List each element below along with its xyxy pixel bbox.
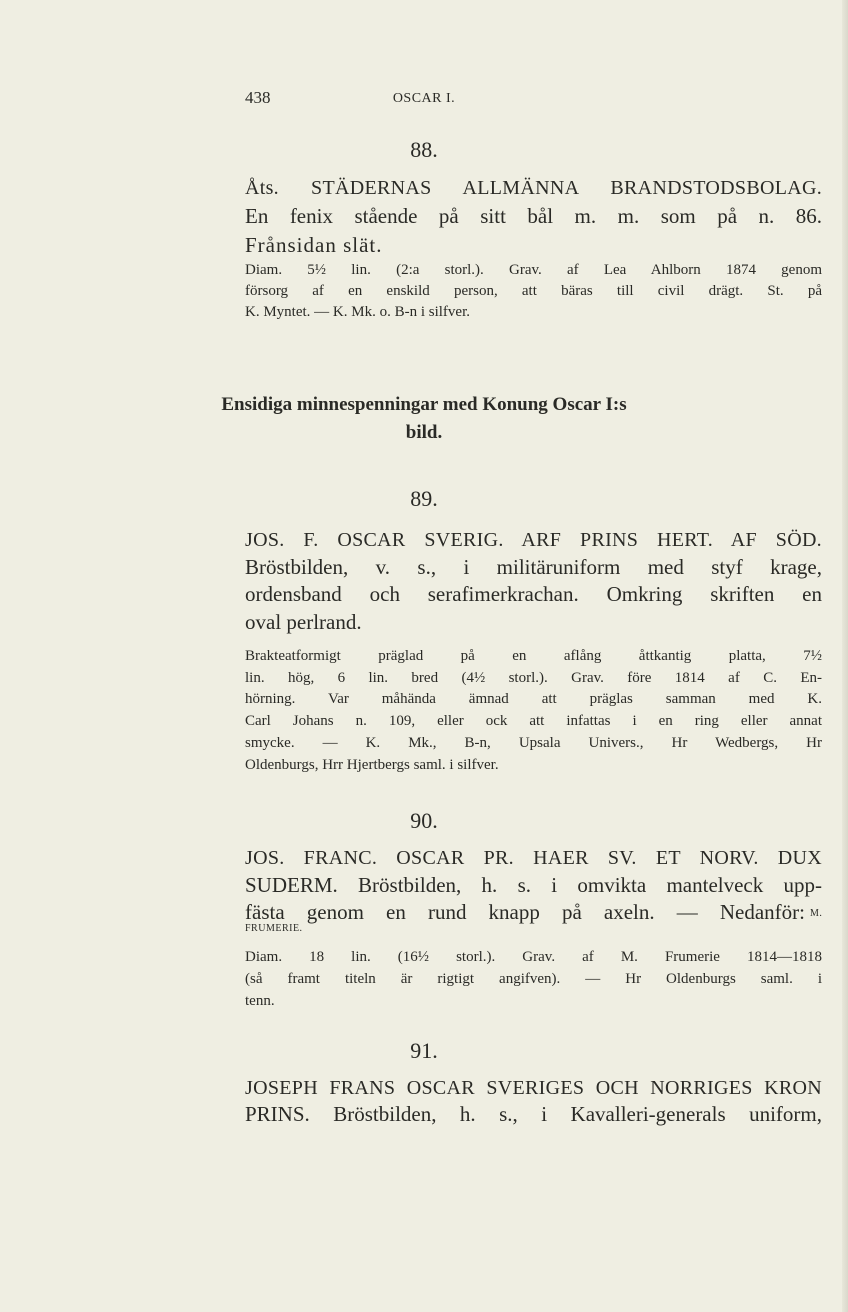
entry-text: oval perlrand. [245, 610, 362, 634]
entry-note: Diam. 18 lin. (16½ storl.). Grav. af M. Frumerie 1814—1818 [245, 949, 822, 965]
entry-text: Bröstbilden, v. s., i militäruniform med styf krage, [245, 555, 822, 579]
entry-number: 91. [410, 1038, 438, 1063]
entry-number: 89. [410, 486, 438, 511]
entry-note: K. Myntet. — K. Mk. o. B-n i silfver. [245, 304, 470, 320]
entry-title: JOS. FRANC. OSCAR PR. HAER SV. ET NORV. DUX [245, 847, 822, 869]
entry-text: ordensband och serafimerkrachan. Omkring skriften en [245, 582, 822, 606]
entry-note: (så framt titeln är rigtigt angifven). — Hr Oldenburgs saml. i [245, 971, 822, 987]
entry-note: Oldenburgs, Hrr Hjertbergs saml. i silfver. [245, 757, 499, 773]
entry-text-smallcaps: FRUMERIE. [245, 923, 303, 934]
entry-note: lin. hög, 6 lin. bred (4½ storl.). Grav. före 1814 af C. En- [245, 670, 822, 686]
entry-title: JOS. F. OSCAR SVERIG. ARF PRINS HERT. AF SÖD. [245, 529, 822, 551]
entry-note: försorg af en enskild person, att bäras till civil drägt. St. på [245, 283, 822, 299]
page-edge-shadow [842, 0, 848, 1312]
entry-text-smallcaps: M. [810, 908, 823, 919]
entry-text: En fenix stående på sitt bål m. m. som på n. 86. [245, 204, 822, 228]
running-title: OSCAR I. [392, 91, 456, 106]
entry-note: Brakteatformigt präglad på en aflång åttkantig platta, 7½ [245, 648, 822, 664]
entry-text: SUDERM. Bröstbilden, h. s. i omvikta mantelveck upp- [245, 873, 822, 897]
entry-text: PRINS. Bröstbilden, h. s., i Kavalleri-generals uniform, [245, 1102, 822, 1126]
entry-note: Carl Johans n. 109, eller ock att infattas i en ring eller annat [245, 713, 822, 729]
entry-note: Diam. 5½ lin. (2:a storl.). Grav. af Lea Ahlborn 1874 genom [245, 262, 822, 278]
section-heading: bild. [405, 422, 443, 443]
entry-title: Åts. STÄDERNAS ALLMÄNNA BRANDSTODSBOLAG. [245, 177, 822, 199]
entry-text: fästa genom en rund knapp på axeln. — Nedanför: [245, 900, 805, 924]
entry-title: JOSEPH FRANS OSCAR SVERIGES OCH NORRIGES KRON [245, 1077, 822, 1099]
entry-note: smycke. — K. Mk., B-n, Upsala Univers., Hr Wedbergs, Hr [245, 735, 822, 751]
section-heading: Ensidiga minnespenningar med Konung Oscar I:s [221, 394, 627, 415]
entry-note: tenn. [245, 993, 275, 1009]
entry-number: 90. [410, 808, 438, 833]
page-number: 438 [245, 88, 271, 107]
entry-text: Frånsidan slät. [245, 233, 383, 257]
entry-number: 88. [410, 137, 438, 162]
entry-note: hörning. Var måhända ämnad att präglas samman med K. [245, 691, 822, 707]
